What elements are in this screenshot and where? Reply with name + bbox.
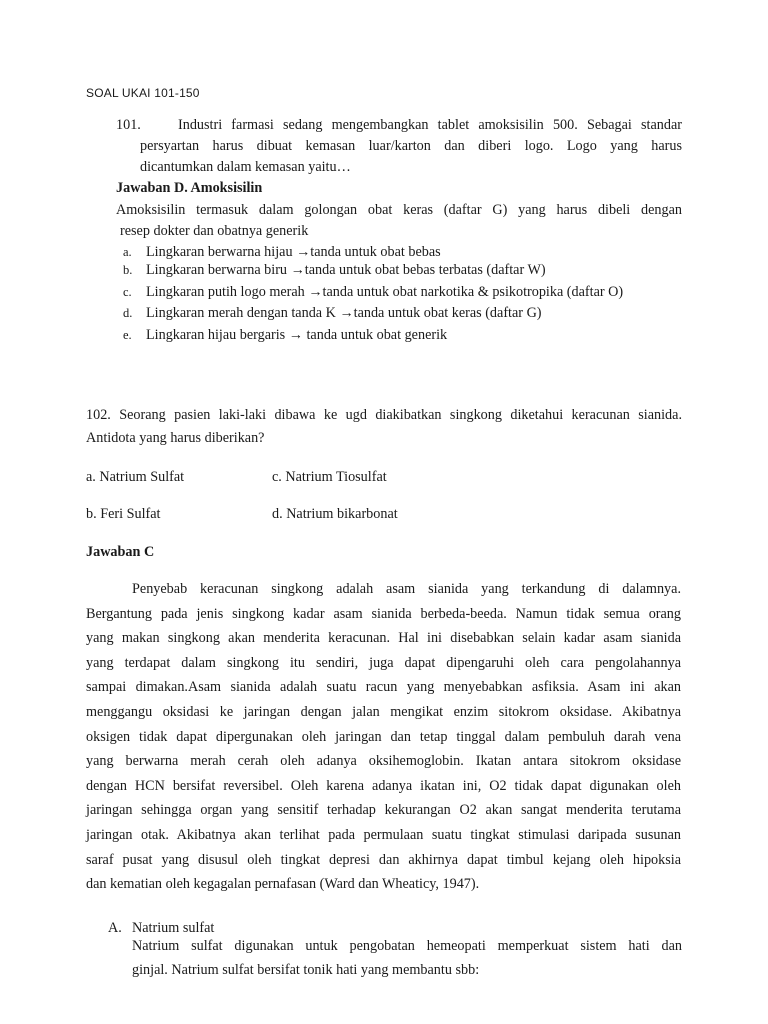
paragraph-line: saraf pusat yang disusul oleh tingkat depresi dan akhirnya dapat timbul kejang oleh hipoksia: [86, 851, 681, 868]
q101-option-b: [146, 260, 546, 281]
section-a-label: A.: [108, 920, 122, 936]
option-text: tanda untuk obat bebas: [310, 244, 441, 260]
paragraph-line: yang berwarna merah cerah oleh adanya oksihemoglobin. Ikatan antara sitokrom oksidase: [86, 753, 681, 770]
section-a-title: Natrium sulfat: [132, 920, 215, 936]
q101-line1: Industri farmasi sedang mengembangkan tablet amoksisilin 500. Sebagai standar: [178, 117, 682, 133]
paragraph-line: menggangu oksidasi ke jaringan dengan jalan mengikat enzim sitokrom oksidase. Akibatnya: [86, 703, 681, 720]
q101-explanation-line1: Amoksisilin termasuk dalam golongan obat keras (daftar G) yang harus dibeli dengan: [116, 202, 682, 218]
paragraph-line: Bergantung pada jenis singkong kadar asam sianida berbeda-beeda. Namun tidak semua orang: [86, 605, 681, 622]
right-arrow-icon: →: [296, 244, 311, 260]
q102-line1: 102. Seorang pasien laki-laki dibawa ke ugd diakibatkan singkong diketahui keracunan sianida.: [86, 407, 682, 423]
paragraph-line: jaringan sehingga organ yang sensitif terhadap kekurangan O2 akan sangat menderita terutama: [86, 802, 681, 819]
paragraph-line: dengan HCN bersifat reversibel. Oleh karena adanya ikatan ini, O2 tidak dapat digunakan oleh: [86, 777, 681, 794]
q102-line2: Antidota yang harus diberikan?: [86, 430, 265, 446]
document-header: SOAL UKAI 101-150: [86, 86, 200, 100]
option-text: Lingkaran merah dengan tanda K: [146, 305, 340, 321]
q101-option-letter: e.: [123, 328, 132, 342]
q102-option-b: b. Feri Sulfat: [86, 506, 161, 522]
q102-option-d: d. Natrium bikarbonat: [272, 506, 398, 522]
q101-number: 101.: [116, 117, 141, 133]
q102-option-a: a. Natrium Sulfat: [86, 469, 185, 485]
option-text: Lingkaran putih logo merah: [146, 284, 309, 300]
right-arrow-icon: →: [308, 284, 323, 300]
right-arrow-icon: →: [288, 327, 303, 343]
q101-explanation-line2: resep dokter dan obatnya generik: [120, 223, 309, 239]
q102-answer: Jawaban C: [86, 544, 155, 560]
section-a-line2: ginjal. Natrium sulfat bersifat tonik hati yang membantu sbb:: [132, 962, 480, 978]
q102-option-c: c. Natrium Tiosulfat: [272, 469, 387, 485]
option-text: tanda untuk obat generik: [302, 327, 448, 343]
paragraph-line: dan kematian oleh kegagalan pernafasan (Ward dan Wheaticy, 1947).: [86, 876, 480, 893]
paragraph-line: Penyebab keracunan singkong adalah asam sianida yang terkandung di dalamnya.: [132, 581, 681, 597]
option-text: Lingkaran berwarna biru: [146, 262, 291, 278]
q101-line3: dicantumkan dalam kemasan yaitu…: [140, 159, 351, 175]
paragraph-line: jaringan otak. Akibatnya akan terlihat pada permulaan suatu tingkat stimulasi daripada susunan: [86, 826, 681, 843]
q101-option-letter: c.: [123, 285, 132, 299]
paragraph-line: oksigen tidak dapat dipergunakan oleh jaringan dan tetap tinggal dalam pembuluh darah vena: [86, 728, 681, 745]
option-text: tanda untuk obat narkotika & psikotropika (daftar O): [322, 284, 624, 300]
q101-line2: persyartan harus dibuat kemasan luar/karton dan diberi logo. Logo yang harus: [140, 138, 682, 154]
q101-option-e: [146, 325, 447, 346]
q101-option-d: [146, 303, 542, 324]
paragraph-line: sampai dimakan.Asam sianida adalah suatu racun yang menyebabkan asfiksia. Asam ini akan: [86, 679, 681, 696]
right-arrow-icon: →: [290, 262, 305, 278]
q101-option-letter: b.: [123, 263, 133, 277]
right-arrow-icon: →: [339, 305, 354, 321]
paragraph-line: yang makan singkong akan menderita keracunan. Hal ini disebabkan selain kadar asam sianida: [86, 630, 681, 647]
q102-explanation-paragraph: [86, 577, 681, 897]
option-text: tanda untuk obat bebas terbatas (daftar W): [304, 262, 546, 278]
q101-option-letter: d.: [123, 306, 133, 320]
q101-option-letter: a.: [123, 245, 132, 259]
paragraph-line: yang terdapat dalam singkong itu sendiri, juga dapat dipengaruhi oleh cara pengolahannya: [86, 654, 681, 671]
q101-answer: Jawaban D. Amoksisilin: [116, 180, 263, 196]
option-text: tanda untuk obat keras (daftar G): [353, 305, 542, 321]
section-a-line1: Natrium sulfat digunakan untuk pengobatan hemeopati memperkuat sistem hati dan: [132, 938, 682, 954]
q101-option-c: [146, 282, 623, 303]
option-text: Lingkaran berwarna hijau: [146, 244, 297, 260]
option-text: Lingkaran hijau bergaris: [146, 327, 289, 343]
